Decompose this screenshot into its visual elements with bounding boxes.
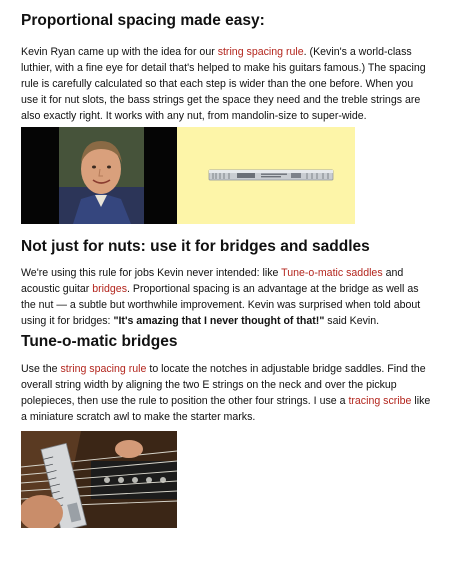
text-segment: said Kevin. (324, 315, 380, 327)
text-segment: like a miniature scratch awl to make the starter marks. (21, 395, 431, 423)
text-segment: to locate the notches in adjustable bridge saddles. Find the overall string width by aligning the two E strings on the neck and over the pickup polepieces, then use the rule to position the other four strings. I use a (21, 363, 426, 407)
link-tune-o-matic-saddles[interactable]: Tune-o-matic saddles (281, 267, 383, 279)
text-segment: Kevin Ryan came up with the idea for our (21, 46, 218, 58)
portrait-illustration (59, 127, 144, 224)
text-segment: . (Kevin's a world-class luthier, with a fine eye for detail that's helped to make his guitars famous.) The spacing rule is carefully calculated so that each step is wider than the one before. When you use it for nut slots, the bass strings get the space they need and the treble strings are also exactly right. It works with any nut, from mandolin-size to super-wide. (21, 46, 426, 122)
portrait-frame (59, 127, 144, 224)
link-tracing-scribe[interactable]: tracing scribe (348, 395, 412, 407)
paragraph-intro (21, 44, 433, 124)
link-bridges[interactable]: bridges (92, 283, 127, 295)
link-string-spacing-rule-2[interactable]: string spacing rule (60, 363, 147, 375)
bridge-photo-illustration (21, 431, 177, 528)
photo-tune-o-matic-bridge (21, 431, 177, 528)
paragraph-tune-o-matic (21, 361, 433, 425)
heading-proportional-spacing: Proportional spacing made easy: (21, 12, 265, 29)
text-segment: . Proportional spacing is an advantage at the bridge as well as the nut — a subtle but worthwhile improvement. Kevin was surprised when told about using it for bridges: (21, 283, 421, 327)
photo-kevin-ryan (21, 127, 177, 224)
text-segment: Use the (21, 363, 61, 375)
text-segment: We're using this rule for jobs Kevin never intended: like (21, 267, 282, 279)
text-segment: and acoustic guitar (21, 267, 404, 295)
paragraph-bridges (21, 265, 433, 329)
heading-bridges-saddles: Not just for nuts: use it for bridges and saddles (21, 238, 370, 255)
heading-tune-o-matic: Tune-o-matic bridges (21, 333, 178, 350)
link-string-spacing-rule[interactable]: string spacing rule (217, 46, 304, 58)
string-spacing-rule-illustration (177, 127, 355, 224)
rule-image-panel (177, 127, 355, 224)
kevin-quote: "It's amazing that I never thought of that!" (113, 315, 325, 327)
